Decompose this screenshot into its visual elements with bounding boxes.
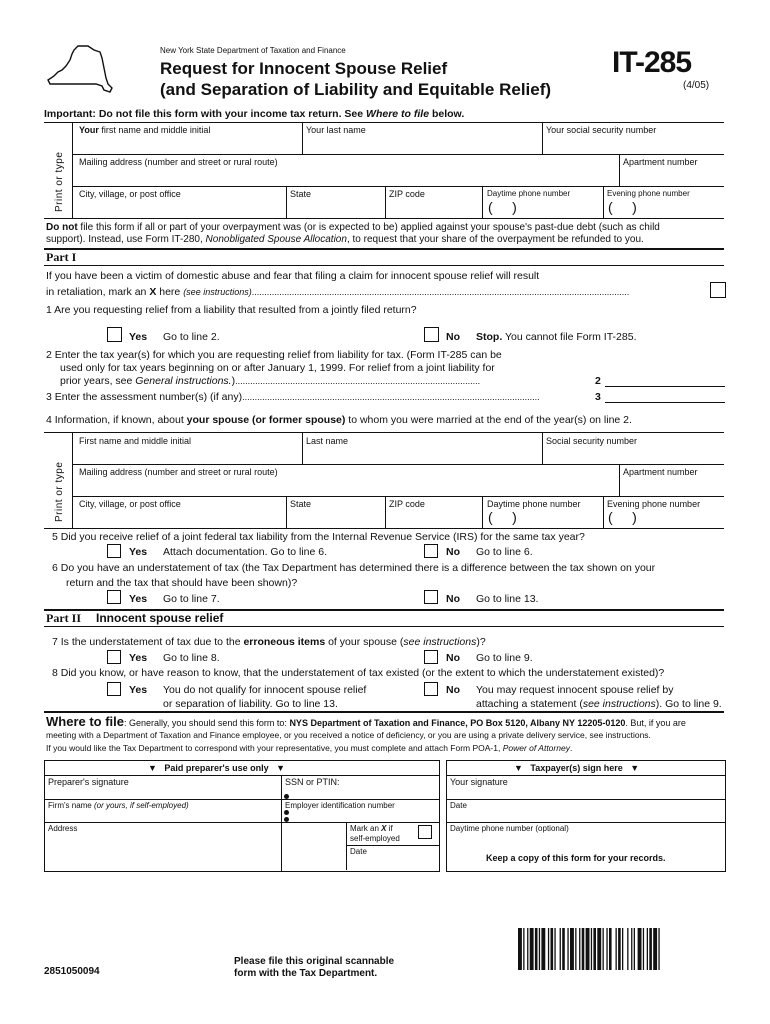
firm-name-input[interactable]	[46, 810, 279, 820]
line-2-question: 2 Enter the tax year(s) for which you are requesting relief from liability for tax. (Form IT-285 can be	[46, 349, 502, 361]
preparer-date-label: Date	[350, 847, 367, 856]
line-8-no-instruction-line2: attaching a statement (see instructions). Go to line 9.	[476, 698, 722, 710]
line-7-yes-instruction: Go to line 8.	[163, 652, 220, 664]
city-label: City, village, or post office	[79, 189, 181, 199]
spouse-daytime-phone-area-code[interactable]: ( )	[488, 509, 517, 525]
daytime-phone-area-code[interactable]: ( )	[488, 199, 517, 215]
spouse-mailing-address-label: Mailing address (number and street or rural route)	[79, 467, 278, 477]
your-signature-label: Your signature	[450, 777, 508, 787]
line-8-yes-instruction: You do not qualify for innocent spouse relief	[163, 684, 367, 696]
agency-name: New York State Department of Taxation and Finance	[160, 46, 346, 55]
apartment-label: Apartment number	[623, 157, 698, 167]
spouse-last-name-input[interactable]	[304, 447, 540, 463]
line-8-yes-instruction-line2: or separation of liability. Go to line 13.	[163, 698, 338, 710]
your-signature-input[interactable]	[448, 787, 722, 797]
file-original-notice-line2: form with the Tax Department.	[234, 968, 378, 979]
part-2-subtitle: Innocent spouse relief	[96, 611, 224, 625]
taxpayer-date-label: Date	[450, 801, 467, 810]
first-name-label: Your first name and middle initial	[79, 125, 211, 135]
domestic-abuse-checkbox[interactable]	[710, 282, 726, 298]
do-not-file-notice-line2: support). Instead, use Form IT-280, Nonobligated Spouse Allocation, to request that your share of the overpayment be refunded to you.	[46, 234, 644, 245]
domestic-abuse-text: If you have been a victim of domestic abuse and fear that filing a claim for innocent spouse relief will result	[46, 270, 540, 282]
spouse-apartment-input[interactable]	[621, 479, 722, 495]
line-2-question-line3: prior years, see General instructions.)..................................................................................................	[60, 375, 481, 387]
line-6-yes-instruction: Go to line 7.	[163, 593, 220, 605]
taxpayer-date-input[interactable]	[448, 810, 722, 820]
spouse-first-name-input[interactable]	[74, 447, 300, 463]
spouse-evening-phone-label: Evening phone number	[607, 499, 701, 509]
line-8-yes-checkbox[interactable]	[107, 682, 121, 696]
taxpayer-phone-input[interactable]	[448, 834, 722, 846]
line-5-no-instruction: Go to line 6.	[476, 546, 533, 558]
line-3-question: 3 Enter the assessment number(s) (if any).......................................................................................................................	[46, 391, 540, 403]
print-or-type-label: Print or type	[54, 151, 65, 212]
line-8-no-checkbox[interactable]	[424, 682, 438, 696]
line-3-number: 3	[595, 391, 601, 403]
spouse-ssn-input[interactable]	[544, 447, 722, 463]
line-1-yes-label: Yes	[129, 331, 148, 343]
line-4-question: 4 Information, if known, about your spouse (or former spouse) to whom you were married at the end of the year(s) on line 2.	[46, 414, 632, 426]
line-7-no-instruction: Go to line 9.	[476, 652, 533, 664]
spouse-ssn-label: Social security number	[546, 436, 638, 446]
line-5-no-checkbox[interactable]	[424, 544, 438, 558]
line-6-no-instruction: Go to line 13.	[476, 593, 539, 605]
barcode-graphic	[518, 928, 724, 970]
self-employed-label-line2: self-employed	[350, 834, 400, 843]
spouse-city-label: City, village, or post office	[79, 499, 181, 509]
spouse-last-name-label: Last name	[306, 436, 349, 446]
daytime-phone-label: Daytime phone number	[487, 189, 571, 198]
line-6-yes-checkbox[interactable]	[107, 590, 121, 604]
line-1-yes-checkbox[interactable]	[107, 327, 122, 342]
line-1-no-instruction: Stop. You cannot file Form IT-285.	[476, 331, 637, 343]
where-to-file-line3: If you would like the Tax Department to correspond with your representative, you must complete and attach Form POA-1, Power of Attorney.	[46, 743, 573, 753]
line-8-no-label: No	[446, 684, 460, 696]
spouse-first-name-label: First name and middle initial	[79, 436, 192, 446]
spouse-daytime-phone-label: Daytime phone number	[487, 499, 581, 509]
line-5-yes-checkbox[interactable]	[107, 544, 121, 558]
form-revision-date: (4/05)	[683, 80, 710, 91]
line-2-input[interactable]	[605, 386, 725, 387]
line-5-no-label: No	[446, 546, 460, 558]
zip-label: ZIP code	[389, 189, 425, 199]
line-6-yes-label: Yes	[129, 593, 148, 605]
spouse-state-label: State	[290, 499, 312, 509]
line-2-question-line2: used only for tax years beginning on or after January 1, 1999. For relief from a joint liability for	[60, 362, 495, 374]
self-employed-checkbox[interactable]	[418, 825, 432, 839]
where-to-file: Where to file: Generally, you should send this form to: NYS Department of Taxation and Finance, PO Box 5120, Albany NY 12205-0120. But, if you are	[46, 714, 686, 729]
part-2-title: Part II	[46, 611, 81, 625]
line-8-question: 8 Did you know, or have reason to know, that the understatement of tax existed (or the extent to which the understatement existed)?	[52, 667, 665, 679]
line-8-yes-label: Yes	[129, 684, 148, 696]
line-3-input[interactable]	[605, 402, 725, 403]
line-7-question: 7 Is the understatement of tax due to the erroneous items of your spouse (see instructions)?	[52, 636, 486, 648]
form-title-line2: (and Separation of Liability and Equitable Relief)	[160, 80, 552, 99]
preparer-date-input[interactable]	[348, 857, 437, 868]
spouse-mailing-address-input[interactable]	[74, 479, 617, 495]
first-name-input[interactable]	[74, 137, 300, 153]
form-title-line1: Request for Innocent Spouse Relief	[160, 59, 448, 78]
do-not-file-notice: Do not file this form if all or part of your overpayment was (or is expected to be) applied against your spouse's past-due debt (such as child	[46, 222, 660, 233]
spouse-evening-phone-area-code[interactable]: ( )	[608, 509, 637, 525]
line-2-number: 2	[595, 375, 601, 387]
spouse-zip-label: ZIP code	[389, 499, 425, 509]
line-6-question: 6 Do you have an understatement of tax (the Tax Department has determined there is a difference between the tax shown on your	[52, 562, 656, 574]
where-to-file-line2: meeting with a Department of Taxation and Finance employee, or you received a notice of deficiency, or you are using a private delivery service, see instructions.	[46, 730, 651, 740]
part-1-title: Part I	[46, 250, 77, 264]
taxpayer-phone-label: Daytime phone number (optional)	[450, 824, 569, 833]
new-york-state-map-icon	[44, 44, 114, 96]
form-number: IT-285	[612, 46, 692, 79]
line-5-question: 5 Did you receive relief of a joint federal tax liability from the Internal Revenue Service (IRS) for the same tax year?	[52, 531, 585, 543]
ssn-label: Your social security number	[546, 125, 657, 135]
line-1-no-label: No	[446, 331, 460, 343]
firm-name-label: Firm's name (or yours, if self-employed)	[48, 801, 189, 810]
domestic-abuse-text-line2: in retaliation, mark an X here (see instructions).......................................................................................................................................................	[46, 286, 630, 298]
file-original-notice: Please file this original scannable	[234, 956, 395, 967]
line-7-no-checkbox[interactable]	[424, 650, 438, 664]
ssn-ptin-label: SSN or PTIN:	[285, 777, 340, 787]
line-8-no-instruction: You may request innocent spouse relief by	[476, 684, 674, 696]
ssn-ptin-input[interactable]	[292, 787, 436, 797]
self-employed-label: Mark an X if	[350, 824, 393, 833]
taxpayer-sign-title: ▼ Taxpayer(s) sign here ▼	[514, 763, 640, 773]
spouse-print-or-type-label: Print or type	[54, 461, 65, 522]
mailing-address-label: Mailing address (number and street or rural route)	[79, 157, 278, 167]
mailing-address-input[interactable]	[74, 169, 617, 185]
line-6-question-line2: return and the tax that should have been shown)?	[66, 577, 298, 589]
last-name-label: Your last name	[306, 125, 366, 135]
ein-input[interactable]	[292, 810, 436, 820]
preparer-signature-label: Preparer's signature	[48, 777, 129, 787]
line-6-no-checkbox[interactable]	[424, 590, 438, 604]
state-label: State	[290, 189, 312, 199]
keep-copy-notice: Keep a copy of this form for your records.	[486, 853, 666, 863]
line-7-yes-label: Yes	[129, 652, 148, 664]
spouse-apartment-label: Apartment number	[623, 467, 698, 477]
preparer-signature-input[interactable]	[46, 787, 279, 797]
line-1-yes-instruction: Go to line 2.	[163, 331, 220, 343]
evening-phone-area-code[interactable]: ( )	[608, 199, 637, 215]
apartment-input[interactable]	[621, 169, 722, 185]
line-1-no-checkbox[interactable]	[424, 327, 439, 342]
ssn-input[interactable]	[544, 137, 722, 153]
line-7-no-label: No	[446, 652, 460, 664]
preparer-address-input[interactable]	[46, 834, 346, 868]
paid-preparer-title: ▼ Paid preparer's use only ▼	[148, 763, 286, 773]
form-code: 2851050094	[44, 966, 100, 977]
last-name-input[interactable]	[304, 137, 540, 153]
line-6-no-label: No	[446, 593, 460, 605]
ein-label: Employer identification number	[285, 801, 395, 810]
line-5-yes-instruction: Attach documentation. Go to line 6.	[163, 546, 328, 558]
line-1-question: 1 Are you requesting relief from a liability that resulted from a jointly filed return?	[46, 304, 417, 316]
important-notice: Important: Do not file this form with your income tax return. See Where to file below.	[44, 108, 465, 120]
line-7-yes-checkbox[interactable]	[107, 650, 121, 664]
line-5-yes-label: Yes	[129, 546, 148, 558]
preparer-address-label: Address	[48, 824, 78, 833]
evening-phone-label: Evening phone number	[607, 189, 690, 198]
